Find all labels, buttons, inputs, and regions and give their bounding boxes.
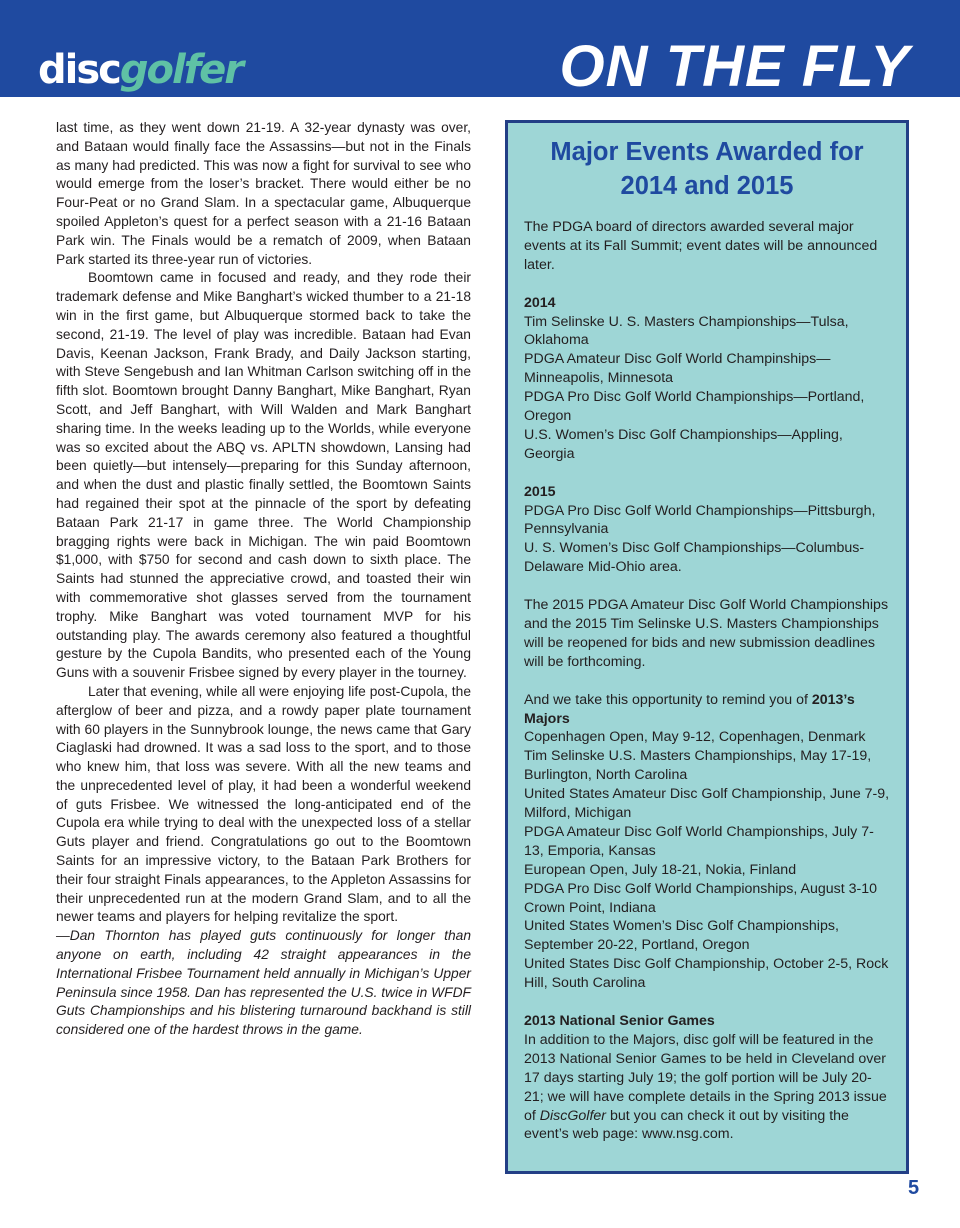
author-bio: —Dan Thornton has played guts continuously for longer than anyone on earth, including 42 straight appearances in the International Frisbee Tournament held annually in Michigan’s Upper Peninsula since 1958. Dan has represented the U.S. twice in WFDF Guts Championships and his blistering turnaround backhand is still considered one of the hardest throws in the game. [56,928,471,1038]
major-item: United States Amateur Disc Golf Championship, June 7-9, Milford, Michigan [524,786,890,822]
senior-games-text-end: but you can check it out by visiting the event’s web page: www.nsg.com. [524,1107,849,1143]
article-paragraph: last time, as they went down 21-19. A 32-year dynasty was over, and Bataan would finally face the Assassins—but not in the Finals as many had predicted. This was now a fight for survival to see who would emerge from the loser’s bracket. There would either be no Four-Peat or no Grand Slam. In a spectacular game, Albuquerque spoiled Appleton’s quest for a perfect season with a 21-16 Bataan Park win. The Finals would be a rematch of 2009, when Bataan Park started its three-year run of victories. [56,120,471,267]
major-item: Tim Selinske U.S. Masters Championships, May 17-19, Burlington, North Carolina [524,748,872,784]
reopen-note: The 2015 PDGA Amateur Disc Golf World Championships and the 2015 Tim Selinske U.S. Masters Championships will be reopened for bids and new submission deadlines will be forthcoming. [524,597,889,670]
page-number: 5 [908,1177,920,1199]
article-paragraph: Later that evening, while all were enjoying life post-Cupola, the afterglow of beer and pizza, and a rowdy paper plate tournament with 60 players in the Sunnybrook lounge, the news came that Gary Ciaglaski had drowned. It was a sad loss to the sport, and to those who knew him, that loss was severe. With all the new teams and the unprecedented level of play, it had been a wonderful weekend of guts Frisbee. We witnessed the long-anticipated end of the Cupola era while trying to deal with the unexpected loss of a stellar Guts player and friend. Congratulations go out to the Boomtown Saints for an impressive victory, to the Bataan Park Brothers for their four straight Finals appearances, to the Appleton Assassins for their unprecedented run at the modern Grand Slam, and to all the newer teams and players for helping revitalize the sport. [56,683,471,925]
event-item: U. S. Women’s Disc Golf Championships—Columbus-Delaware Mid-Ohio area. [524,540,865,576]
sidebar-body [508,218,906,1144]
logo-disc-text: disc [38,47,120,93]
major-item: United States Women’s Disc Golf Championships, September 20-22, Portland, Oregon [524,918,839,954]
senior-games [524,1012,890,1144]
year-heading-2015: 2015 [524,483,556,500]
senior-games-text: In addition to the Majors, disc golf will be featured in the 2013 National Senior Games to be held in Cleveland over 17 days starting July 19; the golf portion will be July 20-21; we will have complete details in the Spring 2013 issue of [524,1031,887,1124]
article-paragraph: Boomtown came in focused and ready, and they rode their trademark defense and Mike Banghart’s wicked thumber to a 21-18 win in the first game, but Albuquerque stormed back to take the second, 21-19. The level of play was incredible. Bataan had Evan Davis, Keenan Jackson, Frank Brady, and Daily Jackson starting, with Steve Sengebush and Ian Whitman Carlson switching off in the fifth slot. Boomtown brought Danny Banghart, Mike Banghart, Ryan Scott, and Jeff Banghart, with Will Walden and Mark Banghart sharing time. In the weeks leading up to the Worlds, while everyone was so excited about the ABQ vs. APLTN showdown, Lansing had been quietly—but intensely—preparing for this Sunday afternoon, and when the dust and plastic finally settled, the Boomtown Saints had regained their spot at the pinnacle of the sport by defeating Bataan Park 21-17 in game three. The World Championship bragging rights were back in Michigan. The win paid Boomtown $1,000, with $750 for second and cash down to sixth place. The Saints had stunned the appreciative crowd, and toasted their win with commemorative shot glasses served from the tournament trophy. Mike Banghart was voted tournament MVP for his outstanding play. The awards ceremony also featured a thoughtful gesture by the Cupola Bandits, who presented each of the Young Guns with a souvenir Frisbee signed by every player in the tourney. [56,270,471,681]
discgolfer-magazine-title: DiscGolfer [539,1107,607,1124]
major-item: European Open, July 18-21, Nokia, Finland [524,861,797,878]
majors-intro-bold: 2013’s Majors [524,691,855,727]
events-2015 [524,483,890,578]
section-title: ON THE FLY [559,34,910,99]
logo-golfer-text: golfer [119,47,242,93]
event-item: PDGA Pro Disc Golf World Championships—Portland, Oregon [524,389,865,425]
event-item: PDGA Pro Disc Golf World Championships—Pittsburgh, Pennsylvania [524,502,876,538]
major-events-sidebar [505,120,909,1174]
major-item: PDGA Pro Disc Golf World Championships, August 3-10 Crown Point, Indiana [524,880,878,916]
sidebar-title [508,135,906,203]
event-item: U.S. Women’s Disc Golf Championships—Appling, Georgia [524,426,843,462]
major-item: Copenhagen Open, May 9-12, Copenhagen, Denmark [524,729,866,746]
majors-2013 [524,691,890,994]
sidebar-intro: The PDGA board of directors awarded several major events at its Fall Summit; event dates will be announced later. [524,219,878,273]
senior-games-heading: 2013 National Senior Games [524,1012,715,1029]
major-item: PDGA Amateur Disc Golf World Championships, July 7-13, Emporia, Kansas [524,823,874,859]
event-item: PDGA Amateur Disc Golf World Champinships—Minneapolis, Minnesota [524,351,831,387]
article-column [56,119,471,1040]
header-banner [0,0,960,97]
event-item: Tim Selinske U. S. Masters Championships—Tulsa, Oklahoma [524,313,849,349]
year-heading-2014: 2014 [524,294,556,311]
discgolfer-logo [38,47,242,93]
majors-intro: And we take this opportunity to remind you of [524,691,812,708]
sidebar-title-line: 2014 and 2015 [620,172,794,200]
sidebar-title-line: Major Events Awarded for [550,138,864,166]
events-2014 [524,294,890,464]
major-item: United States Disc Golf Championship, October 2-5, Rock Hill, South Carolina [524,956,889,992]
